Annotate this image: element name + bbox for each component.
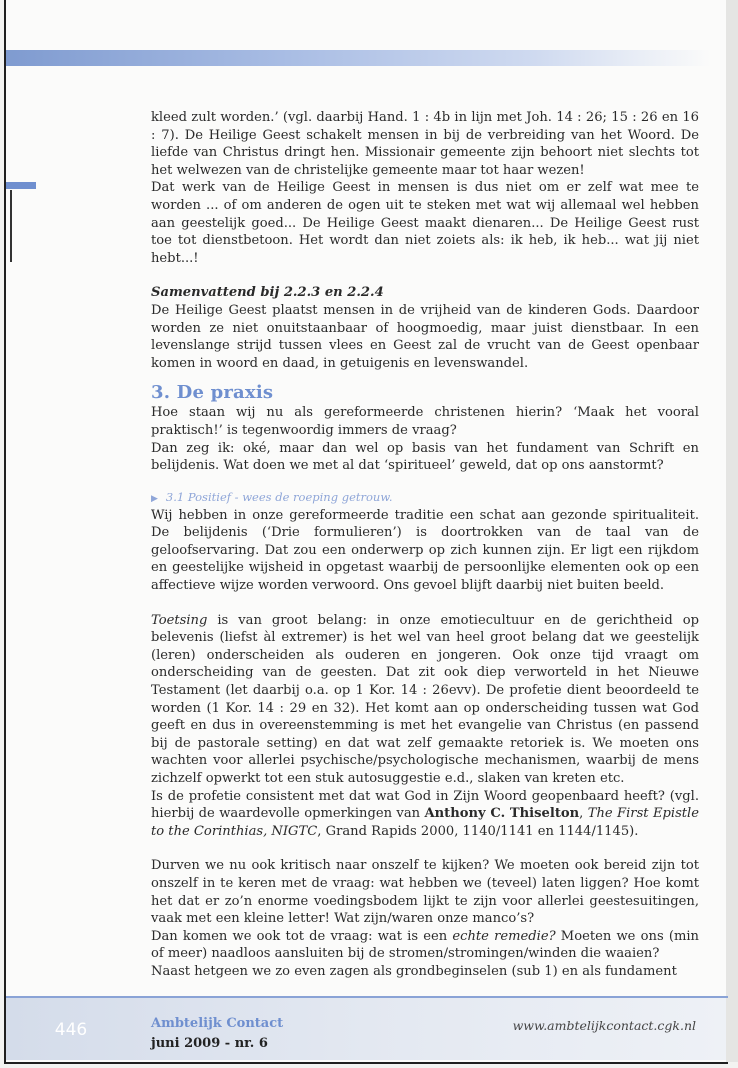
page [4,0,728,1064]
issue-label: juni 2009 - nr. 6 [151,1036,268,1051]
paragraph: Naast hetgeen we zo even zagen als grondbeginselen (sub 1) en als fundament [151,963,677,979]
book-title: The First Epistle to the Corinthias, NIGTC [151,806,699,839]
paragraph: De Heilige Geest plaatst mensen in de vrijheid van de kinderen Gods. Daardoor worden ze niet onuitstaanbaar of hoogmoedig, maar juist dienstbaar. In een levenslange strijd tussen vlees en Geest zal de vrucht van de Geest openbaar komen in woord en daad, in getuigenis en levenswandel. [151,302,699,371]
section-title: 3. De praxis [151,382,274,404]
text: Dan komen we ook tot de vraag: wat is een [151,928,453,944]
subsection-title [151,489,699,507]
article-body [151,109,699,981]
emphasis: echte remedie? [452,928,556,944]
paragraph [151,612,699,788]
subsection-label: 3.1 Positief - wees de roeping getrouw. [165,489,393,504]
paragraph: Hoe staan wij nu als gereformeerde christenen hierin? ‘Maak het vooral praktisch!’ is tegenwoordig immers de vraag? [151,405,699,438]
text: , [579,806,588,822]
paragraph [151,788,699,841]
publication-name: Ambtelijk Contact [151,1016,284,1031]
emphasis: Toetsing [151,612,208,628]
text: , Grand Rapids 2000, 1140/1141 en 1144/1145). [317,823,639,839]
text: is van groot belang: in onze emotiecultuur en de gerichtheid op belevenis (liefst àl extremer) is het wel van heel groot belang dat we geestelijk (leren) onderscheiden als ouderen en jongeren. Ook onze tijd vraagt om onderscheiding van de geesten. Dat zit ook diep verworteld in het Nieuwe Testament (let daarbij o.a. op 1 Kor. 14 : 26evv). De profetie dient beoordeeld te worden (1 Kor. 14 : 29 en 32). Het komt aan op onderscheiding tussen wat God geeft en dus in overeenstemming is met het evangelie van Christus (en passend bij de pastorale setting) en dat wat zelf gemaakte retoriek is. We moeten ons wachten voor allerlei psychische/psychologische mechanismen, waarbij de mens zichzelf opwerkt tot een stuk autosuggestie e.d., slaken van kreten etc. [151,612,699,786]
website-link[interactable]: www.ambtelijkcontact.cgk.nl [512,1018,696,1033]
page-edge-shadow [726,0,738,1062]
paragraph: kleed zult worden.’ (vgl. daarbij Hand. 1 : 4b in lijn met Joh. 14 : 26; 15 : 26 en 16 : 7). De Heilige Geest schakelt mensen in bij de verbreiding van het Woord. De liefde van Christus dringt hen. Missionair gemeente zijn behoort niet slechts tot het welwezen van de christelijke gemeente maar tot haar wezen! [151,110,699,178]
text: Moeten we ons (min of meer) naadloos aansluiten bij de stromen/stromingen/winden die waaien? [151,928,699,962]
paragraph [151,928,699,963]
margin-rule [10,190,12,262]
paragraph: Wij hebben in onze gereformeerde traditie een schat aan gezonde spiritualiteit. De belijdenis (‘Drie formulieren’) is doortrokken van de taal van de geloofservaring. Dat zou een onderwerp op zich kunnen zijn. Er ligt een rijkdom en geestelijke wijsheid in opgetast waarbij de persoonlijke elementen ook op een affectieve wijze worden verwoord. Ons gevoel blijft daarbij niet buiten beeld. [151,507,699,594]
summary-heading: Samenvattend bij 2.2.3 en 2.2.4 [151,285,384,301]
paragraph: Dat werk van de Heilige Geest in mensen is dus niet om er zelf wat mee te worden ... of om anderen de ogen uit te steken met wat wij allemaal wel hebben aan geestelijk goed... De Heilige Geest maakt dienaren... De Heilige Geest rust toe tot dienstbetoon. Het wordt dan niet zoiets als: ik heb, ik heb... wat jij niet hebt...! [151,180,699,266]
footer-rule [6,996,728,998]
triangle-bullet-icon: ▶ [151,493,158,504]
header-color-band [6,50,711,66]
margin-tab-marker [6,182,36,189]
text: Is de profetie consistent met dat wat God in Zijn Woord geopenbaard heeft? (vgl. hierbij de waardevolle opmerkingen van [151,788,699,822]
page-number: 446 [54,1020,88,1040]
paragraph: Dan zeg ik: oké, maar dan wel op basis van het fundament van Schrift en belijdenis. Wat doen we met al dat ‘spiritueel’ geweld, dat op ons aanstormt? [151,440,699,474]
paragraph: Durven we nu ook kritisch naar onszelf te kijken? We moeten ook bereid zijn tot onszelf in te keren met de vraag: wat hebben we (teveel) laten liggen? Hoe komt het dat er zo’n enorme voedingsbodem lijkt te zijn voor allerlei geestesuitingen, vaak met een kleine letter! Wat zijn/waren onze manco’s? [151,858,699,927]
author-name: Anthony C. Thiselton [424,806,580,822]
